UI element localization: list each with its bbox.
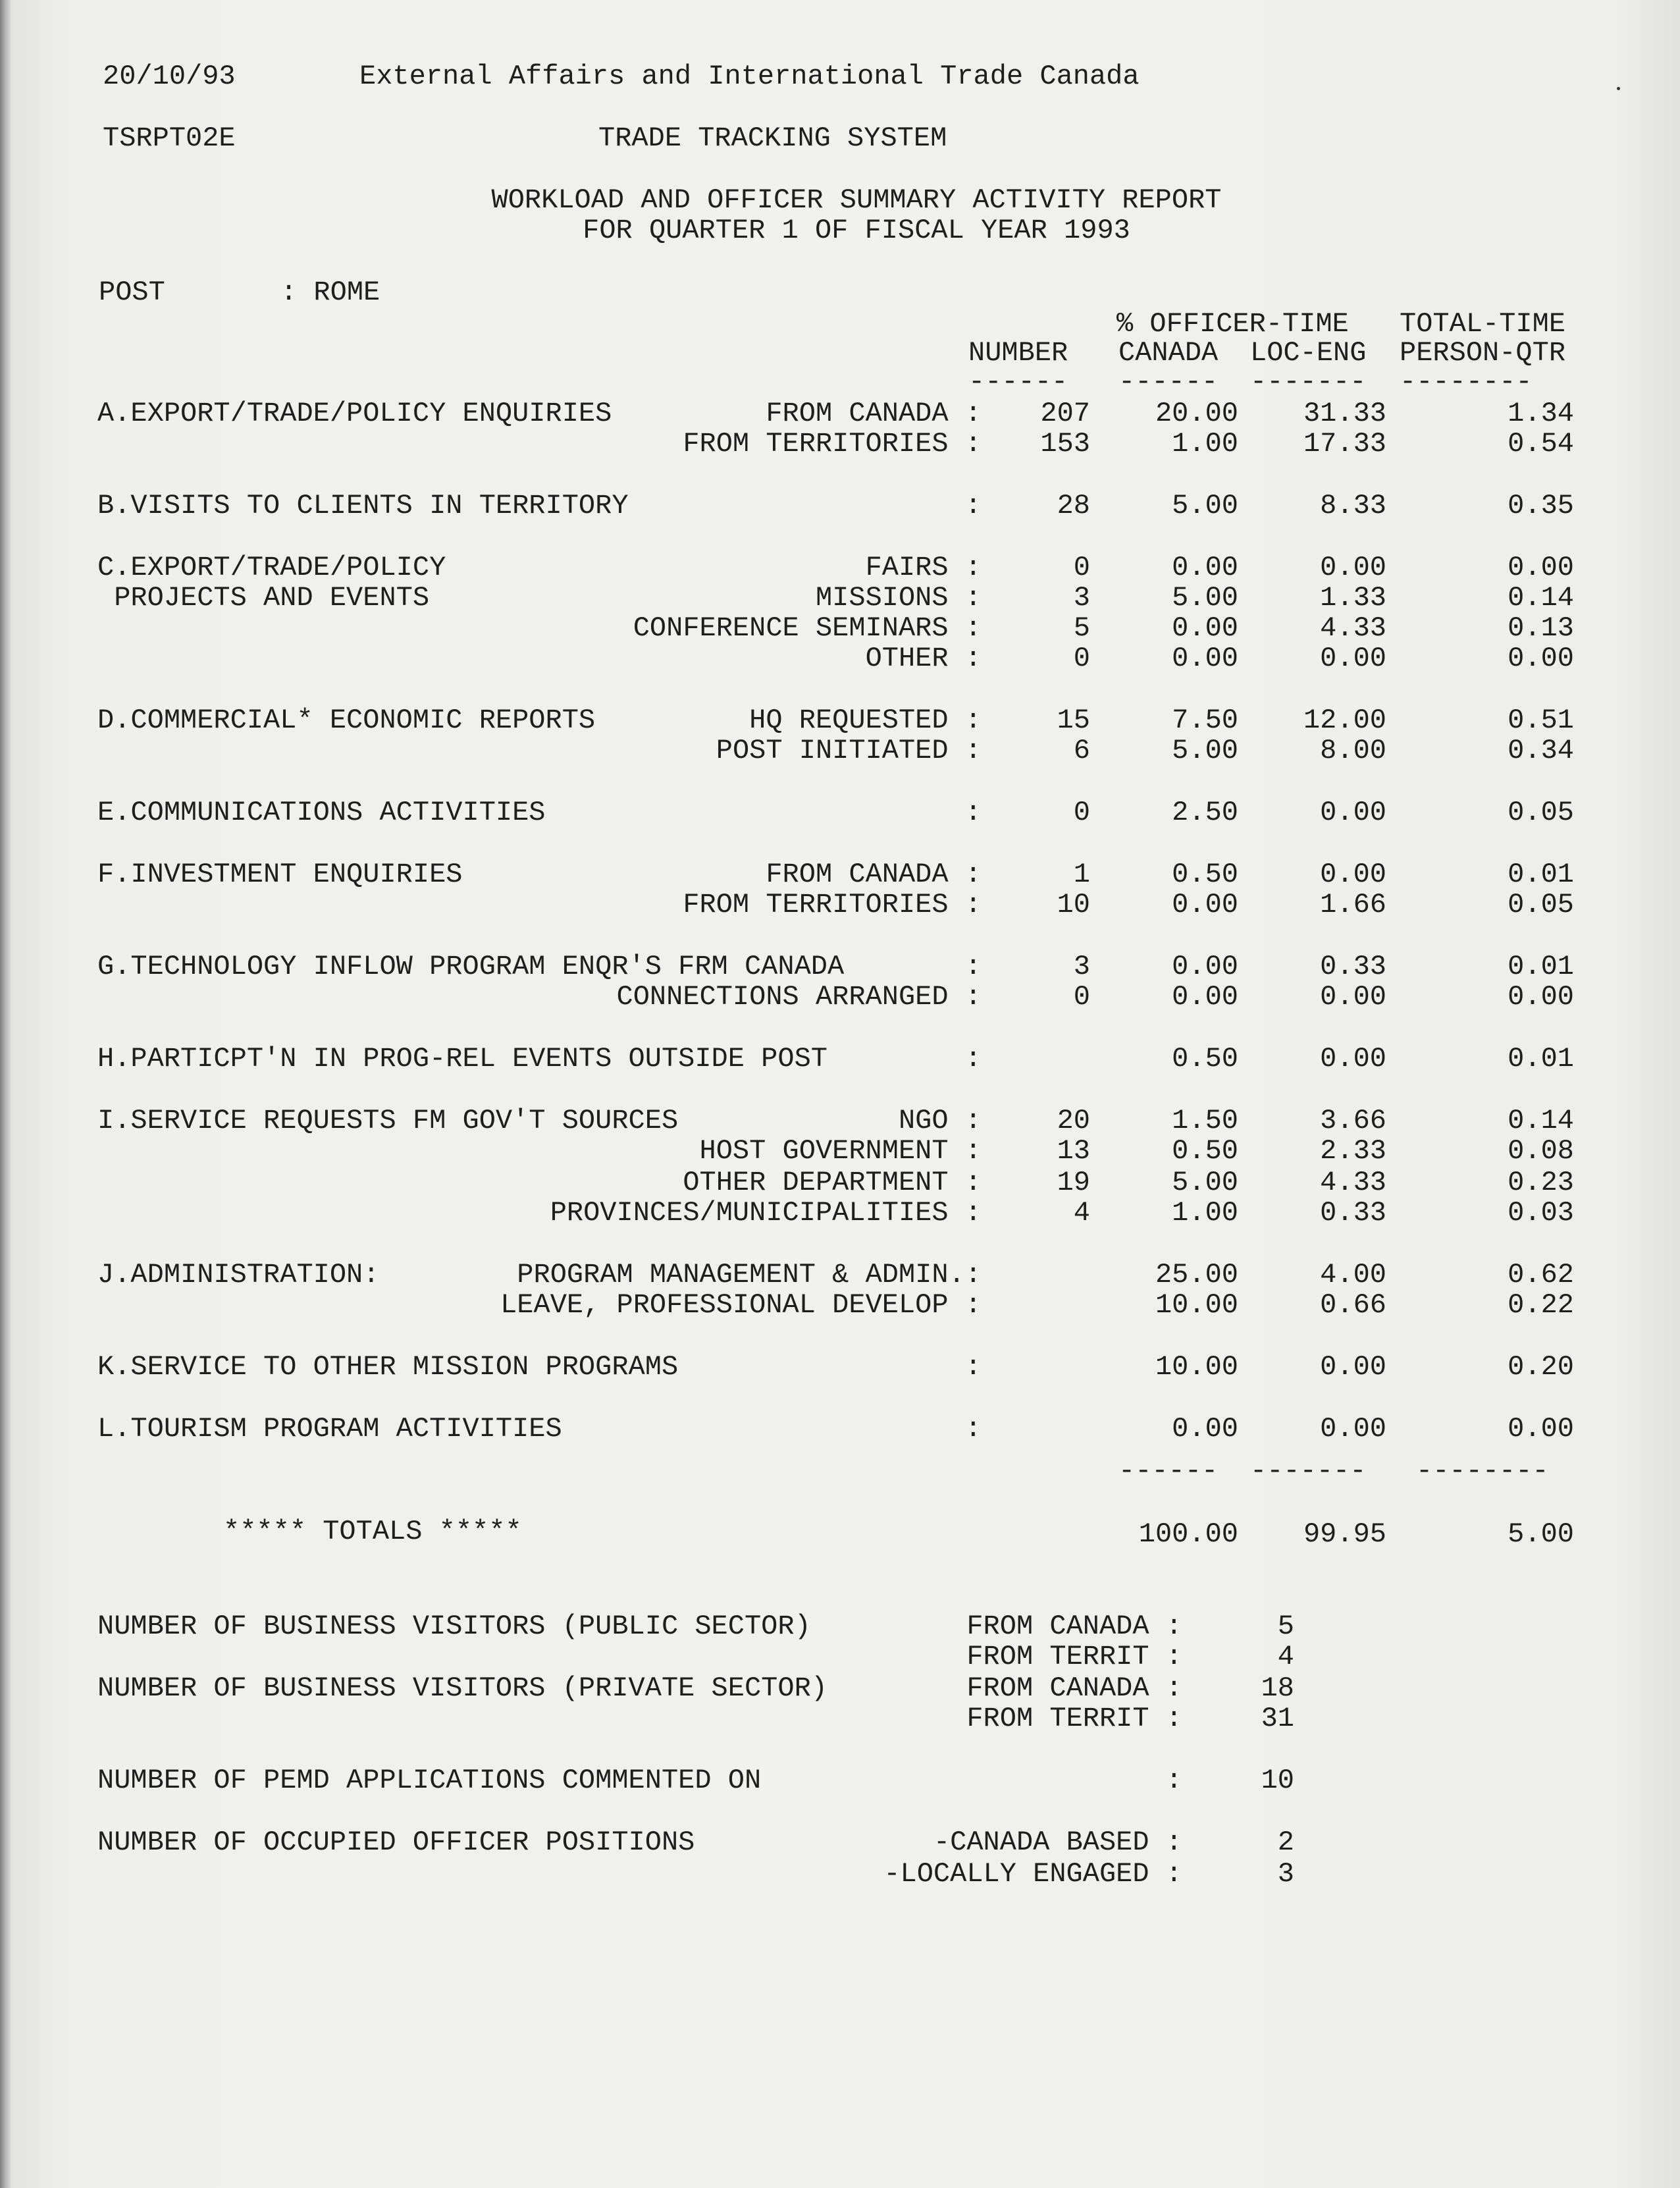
footer-sublabel: FROM CANADA : [966, 1611, 1182, 1642]
row-loc-eng-pct: 8.33 [1320, 490, 1386, 521]
loc-eng-header: LOC-ENG [1250, 337, 1367, 369]
row-label: G.TECHNOLOGY INFLOW PROGRAM ENQR'S FRM CANADA [97, 951, 845, 982]
row-person-qtr: 0.35 [1508, 490, 1574, 521]
total-time-header: TOTAL-TIME [1400, 308, 1566, 340]
row-loc-eng-pct: 0.33 [1320, 1197, 1386, 1229]
row-person-qtr: 0.51 [1508, 705, 1574, 736]
row-sublabel: : [964, 1351, 982, 1383]
row-canada-pct: 0.00 [1172, 643, 1238, 674]
canada-header: CANADA [1118, 337, 1219, 369]
row-number: 0 [1073, 981, 1090, 1013]
footer-value: 2 [1277, 1827, 1294, 1858]
person-qtr-underline: -------- [1400, 366, 1533, 398]
footer-sublabel: -LOCALLY ENGAGED : [883, 1858, 1182, 1890]
row-loc-eng-pct: 0.00 [1320, 643, 1386, 674]
row-loc-eng-pct: 0.00 [1320, 1413, 1386, 1445]
row-person-qtr: 0.62 [1508, 1259, 1574, 1291]
row-person-qtr: 0.00 [1508, 643, 1574, 674]
row-canada-pct: 25.00 [1155, 1259, 1238, 1291]
row-label: J.ADMINISTRATION: [97, 1259, 380, 1291]
row-number: 10 [1057, 889, 1090, 921]
row-sublabel: CONNECTIONS ARRANGED : [616, 981, 982, 1013]
row-sublabel: OTHER DEPARTMENT : [683, 1167, 982, 1198]
footer-value: 4 [1277, 1641, 1294, 1672]
row-loc-eng-pct: 2.33 [1320, 1135, 1386, 1167]
row-loc-eng-pct: 31.33 [1303, 398, 1386, 429]
row-label: E.COMMUNICATIONS ACTIVITIES [97, 797, 546, 828]
row-person-qtr: 0.54 [1508, 428, 1574, 460]
loc-eng-underline: ------- [1250, 366, 1367, 398]
row-number: 0 [1073, 552, 1090, 583]
row-number: 19 [1057, 1167, 1090, 1198]
row-person-qtr: 0.00 [1508, 981, 1574, 1013]
row-label: PROJECTS AND EVENTS [97, 582, 430, 614]
row-label: K.SERVICE TO OTHER MISSION PROGRAMS [97, 1351, 679, 1383]
footer-label: NUMBER OF PEMD APPLICATIONS COMMENTED ON [97, 1765, 762, 1796]
number-underline: ------ [968, 366, 1068, 398]
footer-value: 18 [1261, 1672, 1294, 1704]
row-loc-eng-pct: 1.33 [1320, 582, 1386, 614]
row-loc-eng-pct: 0.00 [1320, 797, 1386, 828]
row-canada-pct: 0.00 [1172, 1413, 1238, 1445]
row-number: 1 [1073, 859, 1090, 890]
row-sublabel: MISSIONS : [815, 582, 982, 614]
row-canada-pct: 5.00 [1172, 1167, 1238, 1198]
footer-label: NUMBER OF BUSINESS VISITORS (PUBLIC SECTOR) [97, 1611, 811, 1642]
row-label: D.COMMERCIAL* ECONOMIC REPORTS [97, 705, 596, 736]
row-number: 153 [1040, 428, 1090, 460]
row-number: 207 [1040, 398, 1090, 429]
row-person-qtr: 0.08 [1508, 1135, 1574, 1167]
row-person-qtr: 0.14 [1508, 582, 1574, 614]
row-label: L.TOURISM PROGRAM ACTIVITIES [97, 1413, 562, 1445]
report-id: TSRPT02E [103, 122, 236, 154]
totals-canada: 100.00 [1138, 1518, 1238, 1550]
row-canada-pct: 0.00 [1172, 951, 1238, 982]
report-subtitle: FOR QUARTER 1 OF FISCAL YEAR 1993 [583, 215, 1130, 246]
row-person-qtr: 0.03 [1508, 1197, 1574, 1229]
row-person-qtr: 0.05 [1508, 889, 1574, 921]
row-loc-eng-pct: 4.00 [1320, 1259, 1386, 1291]
row-sublabel: FAIRS : [865, 552, 982, 583]
row-person-qtr: 0.01 [1508, 1043, 1574, 1075]
row-canada-pct: 0.00 [1172, 552, 1238, 583]
scan-speck [1617, 87, 1620, 90]
row-number: 3 [1073, 951, 1090, 982]
row-sublabel: : [964, 1043, 982, 1075]
row-canada-pct: 1.50 [1172, 1105, 1238, 1136]
row-person-qtr: 1.34 [1508, 398, 1574, 429]
row-canada-pct: 0.00 [1172, 612, 1238, 644]
row-person-qtr: 0.05 [1508, 797, 1574, 828]
footer-sublabel: FROM TERRIT : [966, 1703, 1182, 1734]
row-loc-eng-pct: 8.00 [1320, 735, 1386, 766]
row-loc-eng-pct: 0.66 [1320, 1289, 1386, 1321]
row-label: C.EXPORT/TRADE/POLICY [97, 552, 446, 583]
row-person-qtr: 0.14 [1508, 1105, 1574, 1136]
row-canada-pct: 20.00 [1155, 398, 1238, 429]
row-loc-eng-pct: 0.00 [1320, 1043, 1386, 1075]
row-label: B.VISITS TO CLIENTS IN TERRITORY [97, 490, 629, 521]
row-label: A.EXPORT/TRADE/POLICY ENQUIRIES [97, 398, 612, 429]
row-loc-eng-pct: 0.00 [1320, 859, 1386, 890]
row-number: 15 [1057, 705, 1090, 736]
row-sublabel: LEAVE, PROFESSIONAL DEVELOP : [500, 1289, 982, 1321]
row-number: 3 [1073, 582, 1090, 614]
totals-underline-loceng: ------- [1250, 1455, 1367, 1487]
row-loc-eng-pct: 0.00 [1320, 552, 1386, 583]
person-qtr-header: PERSON-QTR [1400, 337, 1566, 369]
row-sublabel: FROM CANADA : [766, 859, 982, 890]
system-name: TRADE TRACKING SYSTEM [598, 122, 947, 154]
totals-label: ***** TOTALS ***** [223, 1516, 522, 1547]
row-sublabel: : [964, 1413, 982, 1445]
row-canada-pct: 1.00 [1172, 1197, 1238, 1229]
report-date: 20/10/93 [103, 61, 236, 92]
row-number: 6 [1073, 735, 1090, 766]
row-number: 4 [1073, 1197, 1090, 1229]
row-person-qtr: 0.01 [1508, 859, 1574, 890]
footer-label: NUMBER OF OCCUPIED OFFICER POSITIONS [97, 1827, 695, 1858]
row-loc-eng-pct: 3.66 [1320, 1105, 1386, 1136]
footer-sublabel: FROM TERRIT : [966, 1641, 1182, 1672]
report-page [11, 0, 1680, 2188]
row-person-qtr: 0.01 [1508, 951, 1574, 982]
row-sublabel: : [964, 490, 982, 521]
row-canada-pct: 7.50 [1172, 705, 1238, 736]
totals-loceng: 99.95 [1303, 1518, 1386, 1550]
row-canada-pct: 0.00 [1172, 981, 1238, 1013]
totals-underline-pq: -------- [1416, 1455, 1549, 1487]
footer-label: NUMBER OF BUSINESS VISITORS (PRIVATE SECTOR) [97, 1672, 827, 1704]
row-sublabel: HQ REQUESTED : [749, 705, 982, 736]
post-value: : ROME [280, 277, 381, 308]
row-number: 5 [1073, 612, 1090, 644]
row-loc-eng-pct: 0.33 [1320, 951, 1386, 982]
row-canada-pct: 0.50 [1172, 1135, 1238, 1167]
row-canada-pct: 5.00 [1172, 735, 1238, 766]
number-header: NUMBER [968, 337, 1068, 369]
footer-value: 5 [1277, 1611, 1294, 1642]
row-sublabel: NGO : [898, 1105, 982, 1136]
footer-sublabel: -CANADA BASED : [933, 1827, 1182, 1858]
footer-sublabel: FROM CANADA : [966, 1672, 1182, 1704]
row-person-qtr: 0.20 [1508, 1351, 1574, 1383]
row-canada-pct: 2.50 [1172, 797, 1238, 828]
row-sublabel: FROM TERRITORIES : [683, 889, 982, 921]
row-number: 28 [1057, 490, 1090, 521]
row-sublabel: FROM CANADA : [766, 398, 982, 429]
row-person-qtr: 0.34 [1508, 735, 1574, 766]
row-canada-pct: 1.00 [1172, 428, 1238, 460]
row-canada-pct: 0.50 [1172, 1043, 1238, 1075]
footer-value: 3 [1277, 1858, 1294, 1890]
row-sublabel: PROVINCES/MUNICIPALITIES : [550, 1197, 982, 1229]
row-sublabel: PROGRAM MANAGEMENT & ADMIN.: [517, 1259, 982, 1291]
row-sublabel: HOST GOVERNMENT : [699, 1135, 982, 1167]
row-number: 20 [1057, 1105, 1090, 1136]
totals-person-qtr: 5.00 [1508, 1518, 1574, 1550]
footer-value: 31 [1261, 1703, 1294, 1734]
row-loc-eng-pct: 0.00 [1320, 981, 1386, 1013]
row-canada-pct: 0.50 [1172, 859, 1238, 890]
agency-name: External Affairs and International Trade Canada [359, 61, 1140, 92]
row-person-qtr: 0.13 [1508, 612, 1574, 644]
row-number: 0 [1073, 797, 1090, 828]
report-title: WORKLOAD AND OFFICER SUMMARY ACTIVITY REPORT [491, 184, 1222, 216]
row-sublabel: OTHER : [865, 643, 982, 674]
row-sublabel: CONFERENCE SEMINARS : [633, 612, 982, 644]
row-loc-eng-pct: 4.33 [1320, 1167, 1386, 1198]
row-loc-eng-pct: 1.66 [1320, 889, 1386, 921]
row-number: 0 [1073, 643, 1090, 674]
row-canada-pct: 0.00 [1172, 889, 1238, 921]
row-label: I.SERVICE REQUESTS FM GOV'T SOURCES [97, 1105, 679, 1136]
scan-left-edge [0, 0, 11, 2188]
row-person-qtr: 0.00 [1508, 552, 1574, 583]
canada-underline: ------ [1118, 366, 1219, 398]
row-person-qtr: 0.22 [1508, 1289, 1574, 1321]
row-person-qtr: 0.00 [1508, 1413, 1574, 1445]
row-canada-pct: 5.00 [1172, 490, 1238, 521]
row-loc-eng-pct: 0.00 [1320, 1351, 1386, 1383]
row-canada-pct: 10.00 [1155, 1289, 1238, 1321]
row-sublabel: : [964, 797, 982, 828]
row-sublabel: POST INITIATED : [716, 735, 982, 766]
footer-value: 10 [1261, 1765, 1294, 1796]
row-canada-pct: 5.00 [1172, 582, 1238, 614]
totals-underline-canada: ------ [1118, 1455, 1219, 1487]
footer-sublabel: : [1165, 1765, 1182, 1796]
pct-officer-time-header: % OFFICER-TIME [1116, 308, 1349, 340]
row-loc-eng-pct: 12.00 [1303, 705, 1386, 736]
row-person-qtr: 0.23 [1508, 1167, 1574, 1198]
row-canada-pct: 10.00 [1155, 1351, 1238, 1383]
row-label: H.PARTICPT'N IN PROG-REL EVENTS OUTSIDE POST [97, 1043, 827, 1075]
row-number: 13 [1057, 1135, 1090, 1167]
row-loc-eng-pct: 4.33 [1320, 612, 1386, 644]
row-sublabel: : [964, 951, 982, 982]
row-loc-eng-pct: 17.33 [1303, 428, 1386, 460]
row-label: F.INVESTMENT ENQUIRIES [97, 859, 463, 890]
post-label: POST [99, 277, 165, 308]
row-sublabel: FROM TERRITORIES : [683, 428, 982, 460]
